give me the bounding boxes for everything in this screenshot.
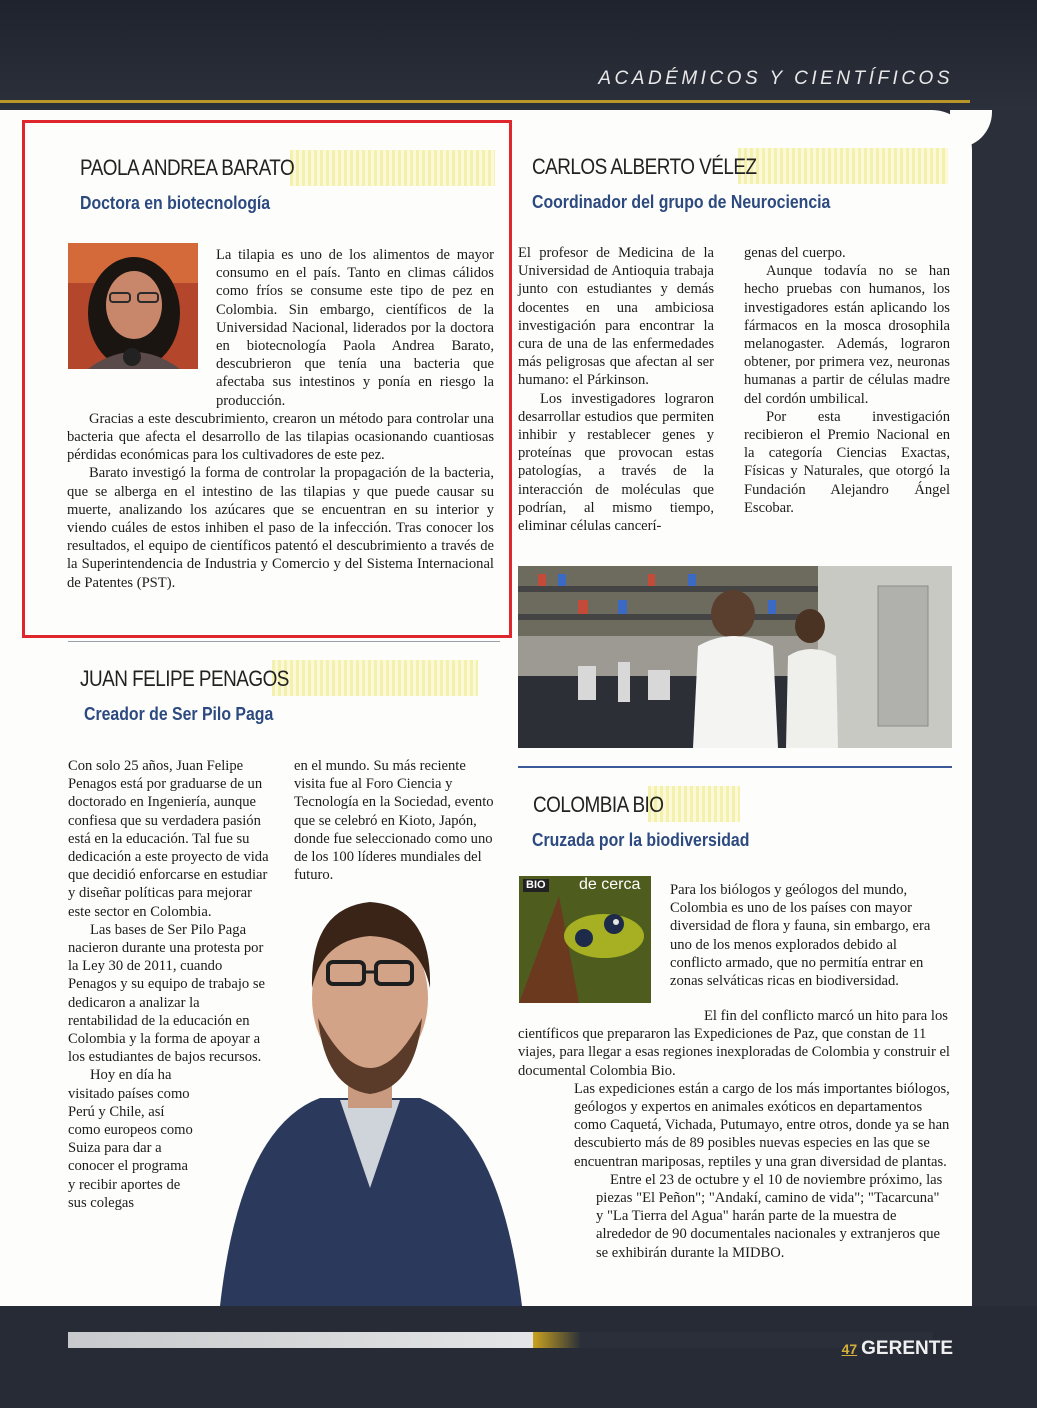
top-rule xyxy=(0,100,970,103)
paragraph: Aunque todavía no se han hecho pruebas con humanos, los investigadores están aplicando los fármacos en la mosca drosophila melanogaster. Además, lograron obtener, por primera vez, neuronas humanas a partir de células madre del cordón umbilical. xyxy=(744,263,950,407)
cover-title: de cerca xyxy=(579,876,641,893)
right-tab xyxy=(972,110,1037,1306)
paragraph: El fin del conflicto marcó un hito para los científicos que prepararon las Expediciones de Paz, que constan de 11 viajes, para llegar a esas regiones inexploradas de Colombia y construir el documental Colombia Bio. xyxy=(518,1008,950,1079)
article-title-penagos: JUAN FELIPE PENAGOS xyxy=(80,666,289,691)
documentary-cover-image xyxy=(519,876,651,1003)
headline-strip xyxy=(738,148,948,184)
body-velez-col2 xyxy=(744,244,950,517)
paragraph: Los investigadores lograron desarrollar estudios que permiten inhibir y restablecer genes y proteínas que provocan estas patologías, a través de la interacción de moléculas que podrían, al mismo tiempo, eliminar células cancerí- xyxy=(518,390,714,535)
paragraph: La tilapia es uno de los alimentos de mayor consumo en el país. Tanto en climas cálidos como fríos se consume este tipo de pez en Colombia. Sin embargo, científicos de la Universidad Nacional, liderados por la doctora en biotecnología Paola Andrea Barato, descubrieron que tenía una bacteria que afectaba sus intestinos y ponía en riesgo la producción. xyxy=(216,247,494,409)
paragraph: Barato investigó la forma de controlar la propagación de la bacteria, que se alberga en el intestino de las tilapias y que puede causar su muerte, analizando los azúcares que se encuentran en su interior y viendo cuáles de estos inhiben el paso de la infección. Tras conocer los resultados, el equipo de científicos patentó el descubrimiento a través de la Superintendencia de Industria y Comercio y del Sistema Internacional de Patentes (PST). xyxy=(67,465,494,591)
paragraph: Por esta investigación recibieron el Premio Nacional en la categoría Ciencias Exactas, Físicas y Naturales, que otorgó la Fundación Alejandro Ángel Escobar. xyxy=(744,408,950,516)
portrait-juan-felipe-penagos xyxy=(210,888,530,1306)
body-velez-col1 xyxy=(518,244,714,535)
headline-strip xyxy=(272,660,478,696)
article-subtitle-velez: Coordinador del grupo de Neurociencia xyxy=(532,192,831,212)
page-number: 47 xyxy=(841,1341,858,1357)
article-title-velez: CARLOS ALBERTO VÉLEZ xyxy=(532,154,757,179)
highlight-box xyxy=(22,120,512,638)
paragraph: El profesor de Medicina de la Universidad de Antioquia trabaja junto con estudiantes y demás docentes en una ambiciosa investigación para encontrar la cura de una de las enfermedades más peligrosas que afectan al ser humano: el Párkinson. xyxy=(518,245,714,389)
body-colombiabio xyxy=(518,1007,950,1262)
paragraph: Las bases de Ser Pilo Paga nacieron durante una protesta por la Ley 30 de 2011, cuando Penagos y su equipo de trabajo se dedicaron a analizar la rentabilidad de la educación en Colombia y la forma de apoyar a los estudiantes de bajos recursos. xyxy=(68,921,265,1066)
paragraph: Para los biólogos y geólogos del mundo, Colombia es uno de los países con mayor diversidad de flora y fauna, sin embargo, era uno de los menos explorados debido al conflicto armado, que no permitía entrar en zonas selváticas ricas en biodiversidad. xyxy=(670,882,931,990)
paragraph: Hoy en día ha visitado países como Perú y Chile, así como europeos como Suiza para dar a conocer el programa y recibir aportes de sus colegas xyxy=(68,1067,193,1211)
footer-bar xyxy=(68,1332,538,1348)
article-subtitle-penagos: Creador de Ser Pilo Paga xyxy=(84,704,274,724)
section-divider xyxy=(68,641,500,642)
cover-badge: BIO xyxy=(523,879,549,892)
article-subtitle-colombiabio: Cruzada por la biodiversidad xyxy=(532,830,750,850)
paragraph: Entre el 23 de octubre y el 10 de noviembre próximo, las piezas "El Peñon"; "Andakí, camino de vida"; "Tacarcuna" y "La Tierra del Agua" harán parte de la muestra de alrededor de 90 documentales nacionales y extranjeros que se exhibirán durante la MIDBO. xyxy=(596,1171,943,1261)
article-title-barato: PAOLA ANDREA BARATO xyxy=(80,155,295,180)
paragraph: Las expediciones están a cargo de los más importantes biólogos, geólogos y expertos en animales exóticos en departamentos como Caquetá, Vichada, Putumayo, entre otros, donde ya se han descubierto más de 89 posibles nuevas especies en las que se encuentran mariposas, reptiles y una gran diversidad de plantas. xyxy=(574,1080,950,1170)
paragraph: en el mundo. Su más reciente visita fue al Foro Ciencia y Tecnología en la Sociedad, evento que se celebró en Kioto, Japón, donde fue seleccionado como uno de los 100 líderes mundiales del futuro. xyxy=(294,758,494,884)
paragraph: genas del cuerpo. xyxy=(744,245,846,261)
article-subtitle-barato: Doctora en biotecnología xyxy=(80,193,271,213)
body-penagos-col2 xyxy=(294,757,500,884)
footer-brand xyxy=(842,1338,953,1360)
top-band xyxy=(0,0,1037,110)
section-label: ACADÉMICOS Y CIENTÍFICOS xyxy=(598,68,953,89)
magazine-name: GERENTE xyxy=(861,1338,953,1359)
article-title-colombiabio: COLOMBIA BIO xyxy=(533,792,664,817)
photo-laboratory xyxy=(518,566,952,748)
section-divider xyxy=(518,766,952,768)
paragraph: Con solo 25 años, Juan Felipe Penagos está por graduarse de un doctorado en Ingeniería, aunque confiesa que su verdadera pasión está en la educación. Tal fue su dedicación a este proyecto de vida que decidió enforcarse en estudiar y diseñar políticas para mejorar este sector en Colombia. xyxy=(68,758,269,920)
body-colombiabio-intro xyxy=(670,881,948,990)
paragraph: Gracias a este descubrimiento, crearon un método para controlar una bacteria que afecta el desarrollo de las tilapias ocasionando cuantiosas pérdidas económicas para los cultivadores de este pez. xyxy=(67,410,494,464)
